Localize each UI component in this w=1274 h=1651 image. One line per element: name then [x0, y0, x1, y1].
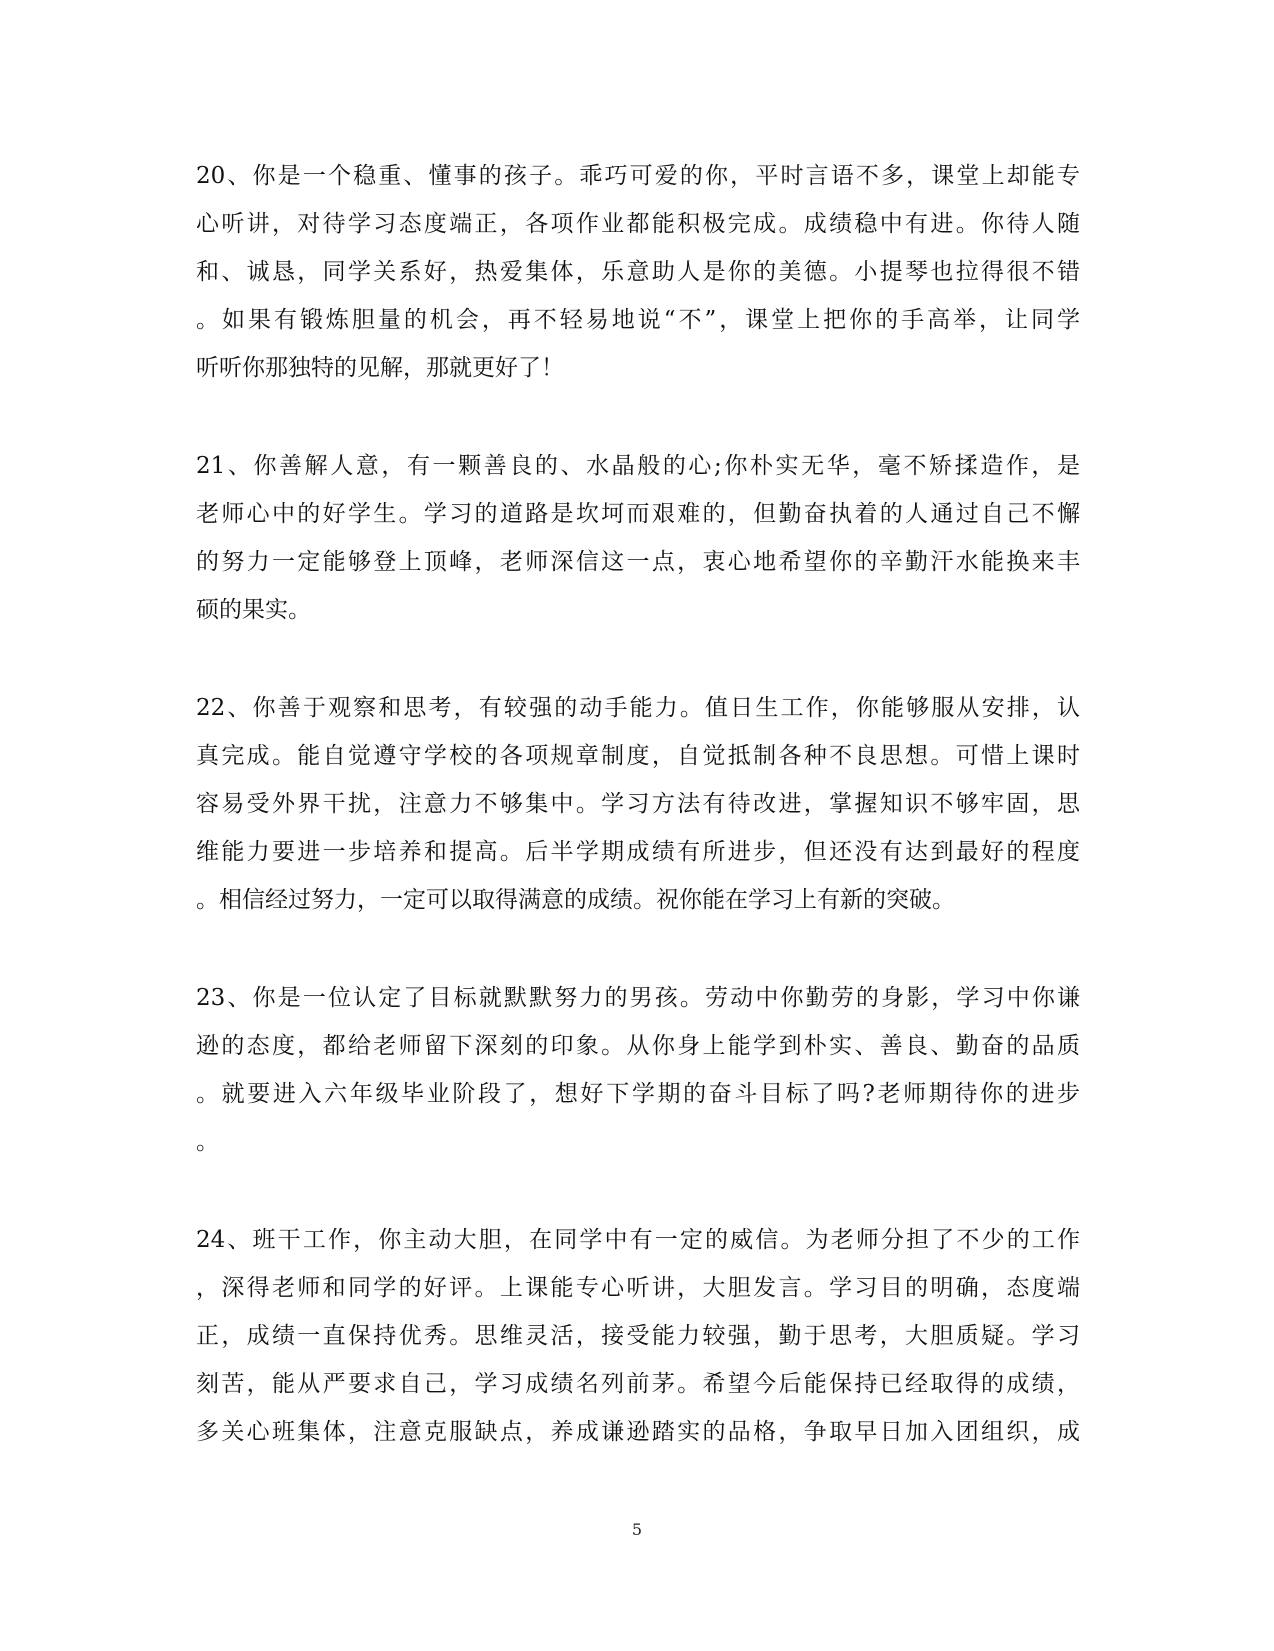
text-line: ，深得老师和同学的好评。上课能专心听讲，大胆发言。学习目的明确，态度端 [196, 1275, 1080, 1301]
text-line: 。就要进入六年级毕业阶段了，想好下学期的奋斗目标了吗?老师期待你的进步 [196, 1081, 1080, 1107]
comment-paragraph-24 [196, 1216, 1080, 1456]
text-line: 24、班干工作，你主动大胆，在同学中有一定的威信。为老师分担了不少的工作 [196, 1227, 1080, 1253]
text-line: 。相信经过努力，一定可以取得满意的成绩。祝你能在学习上有新的突破。 [196, 887, 955, 913]
text-line: 刻苦，能从严要求自己，学习成绩名列前茅。希望今后能保持已经取得的成绩， [196, 1371, 1080, 1397]
text-line: 20、你是一个稳重、懂事的孩子。乖巧可爱的你，平时言语不多，课堂上却能专 [196, 163, 1080, 189]
text-line: 。 [196, 1129, 219, 1155]
page-number: 5 [631, 1520, 643, 1539]
text-line: 。如果有锻炼胆量的机会，再不轻易地说“不”，课堂上把你的手高举，让同学 [196, 307, 1080, 333]
text-line: 维能力要进一步培养和提高。后半学期成绩有所进步，但还没有达到最好的程度 [196, 839, 1080, 865]
text-line: 老师心中的好学生。学习的道路是坎坷而艰难的，但勤奋执着的人通过自己不懈 [196, 501, 1080, 527]
comment-paragraph-21 [196, 442, 1080, 634]
text-line: 听听你那独特的见解，那就更好了！ [196, 355, 564, 381]
text-line: 的努力一定能够登上顶峰，老师深信这一点，衷心地希望你的辛勤汗水能换来丰 [196, 549, 1080, 575]
text-line: 多关心班集体，注意克服缺点，养成谦逊踏实的品格，争取早日加入团组织，成 [196, 1419, 1080, 1445]
text-line: 和、诚恳，同学关系好，热爱集体，乐意助人是你的美德。小提琴也拉得很不错 [196, 259, 1080, 285]
text-line: 心听讲，对待学习态度端正，各项作业都能积极完成。成绩稳中有进。你待人随 [196, 211, 1080, 237]
text-line: 21、你善解人意，有一颗善良的、水晶般的心;你朴实无华，毫不矫揉造作，是 [196, 453, 1080, 479]
text-line: 硕的果实。 [196, 597, 311, 623]
comment-paragraph-22 [196, 684, 1080, 924]
comment-paragraph-20 [196, 152, 1080, 392]
comment-paragraph-23 [196, 974, 1080, 1166]
text-line: 23、你是一位认定了目标就默默努力的男孩。劳动中你勤劳的身影，学习中你谦 [196, 985, 1080, 1011]
text-line: 逊的态度，都给老师留下深刻的印象。从你身上能学到朴实、善良、勤奋的品质 [196, 1033, 1080, 1059]
text-line: 正，成绩一直保持优秀。思维灵活，接受能力较强，勤于思考，大胆质疑。学习 [196, 1323, 1080, 1349]
text-line: 22、你善于观察和思考，有较强的动手能力。值日生工作，你能够服从安排，认 [196, 695, 1080, 721]
text-line: 真完成。能自觉遵守学校的各项规章制度，自觉抵制各种不良思想。可惜上课时 [196, 743, 1080, 769]
document-body [196, 152, 1080, 1506]
text-line: 容易受外界干扰，注意力不够集中。学习方法有待改进，掌握知识不够牢固，思 [196, 791, 1080, 817]
